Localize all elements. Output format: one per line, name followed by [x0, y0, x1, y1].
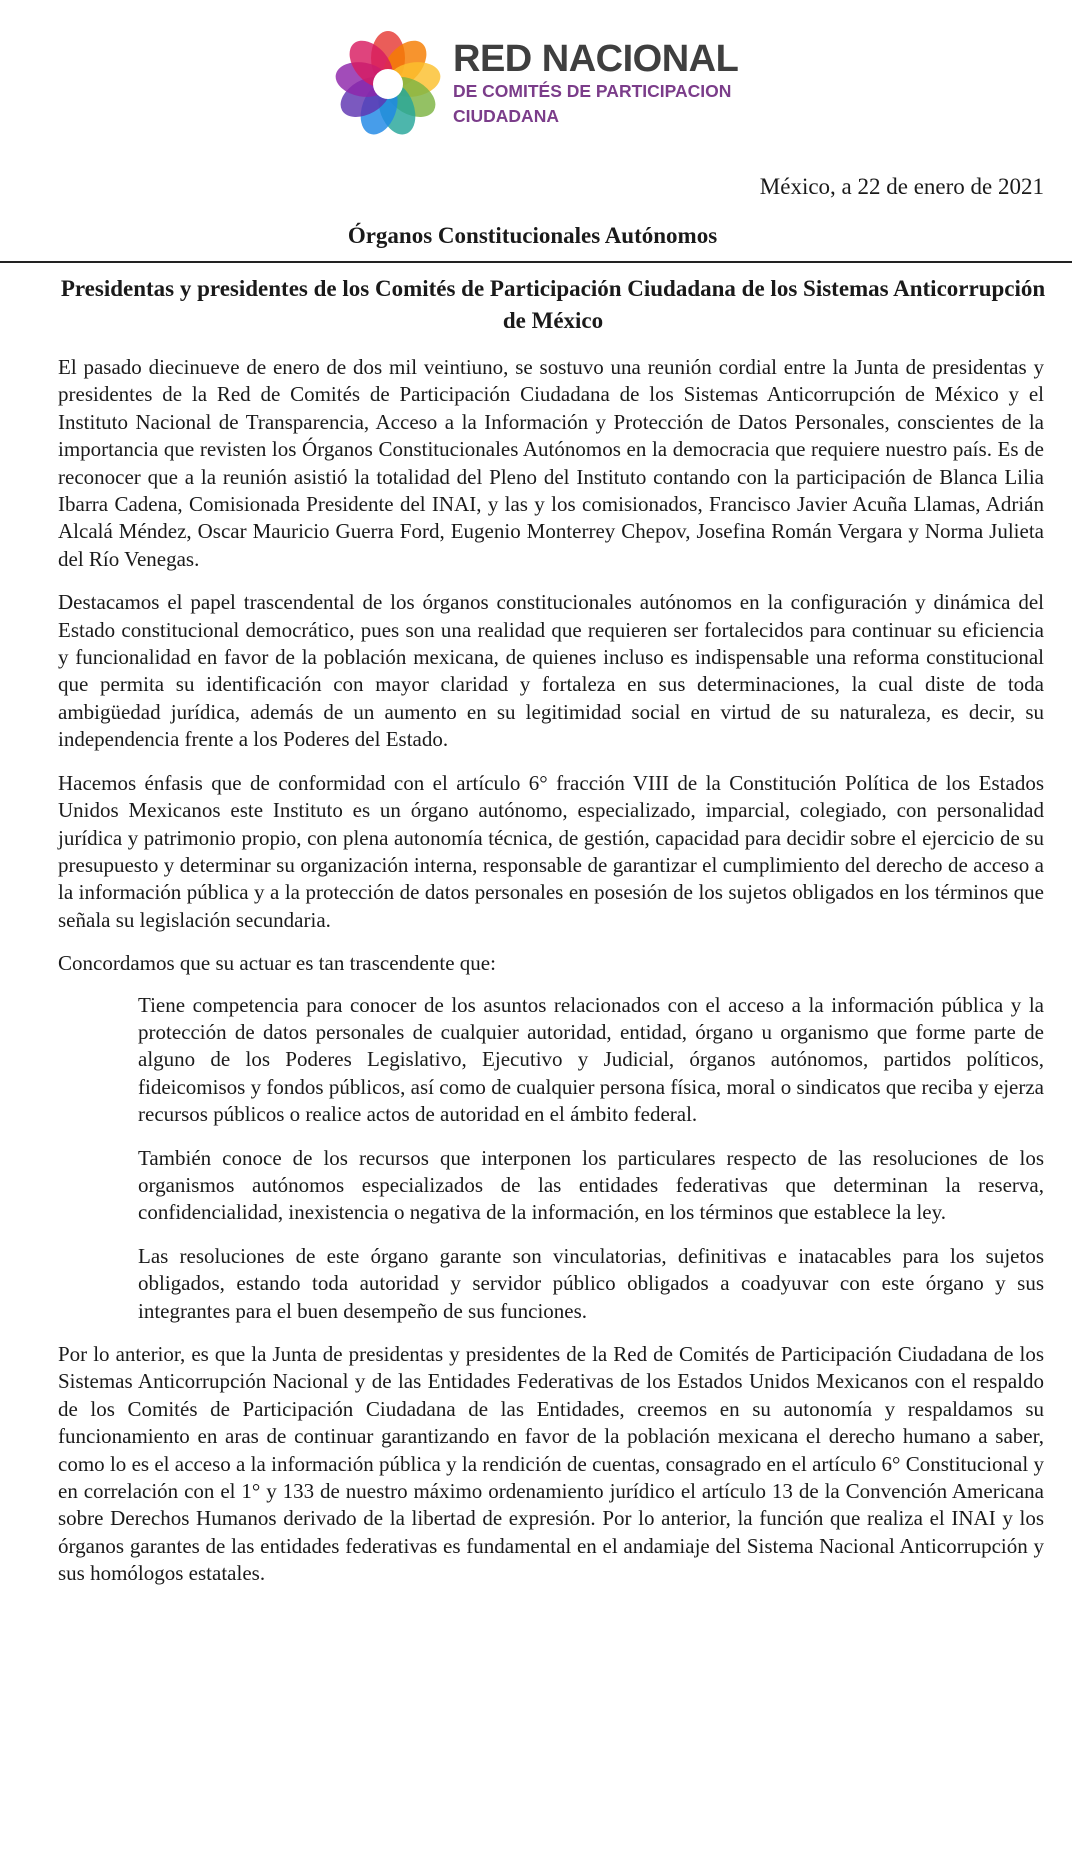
- paragraph-article-6: Hacemos énfasis que de conformidad con el artículo 6° fracción VIII de la Constitución Política de los Estados Unidos Mexicanos este Instituto es un órgano autónomo, especializado, imparcial, colegiado, con personalidad jurídica y patrimonio propio, con plena autonomía técnica, de gestión, capacidad para decidir sobre el ejercicio de su presupuesto y determinar su organización interna, responsable de garantizar el cumplimiento del derecho de acceso a la información pública y a la protección de datos personales en posesión de los sujetos obligados en los términos que señala su legislación secundaria.: [58, 770, 1044, 932]
- logo-subtitle-line2: CIUDADANA: [453, 106, 559, 126]
- logo-name: RED NACIONAL: [453, 38, 739, 80]
- document-date: México, a 22 de enero de 2021: [759, 174, 1044, 199]
- paragraph-role: Destacamos el papel trascendental de los órganos constitucionales autónomos en la configuración y dinámica del Estado constitucional democrático, pues son una realidad que requieren ser fortalecidos para continuar su eficiencia y funcionalidad en favor de la población mexicana, de quienes incluso es indispensable una reforma constitucional que permita su identificación con mayor claridad y fortaleza en sus determinaciones, la cual diste de toda ambigüedad jurídica, además de un aumento en su legitimidad social en virtud de su naturaleza, es decir, su independencia frente a los Poderes del Estado.: [58, 590, 1044, 752]
- section-title: Órganos Constitucionales Autónomos: [347, 223, 718, 248]
- document-body: [58, 354, 1044, 1604]
- paragraph-intro-list: Concordamos que su actuar es tan trascendente que:: [58, 951, 496, 976]
- organization-logo: [333, 28, 738, 140]
- paragraph-meeting: El pasado diecinueve de enero de dos mil veintiuno, se sostuvo una reunión cordial entre la Junta de presidentas y presidentes de la Red de Comités de Participación Ciudadana de los Sistemas Anticorrupción de México y el Instituto Nacional de Transparencia, Acceso a la Información y Protección de Datos Personales, conscientes de la importancia que revisten los Órganos Constitucionales Autónomos en la democracia que requiere nuestro país. Es de reconocer que a la reunión asistió la totalidad del Pleno del Instituto contando con la participación de Blanca Lilia Ibarra Cadena, Comisionada Presidente del INAI, y las y los comisionados, Francisco Javier Acuña Llamas, Adrián Alcalá Méndez, Oscar Mauricio Guerra Ford, Eugenio Monterrey Chepov, Josefina Román Vergara y Norma Julieta del Río Venegas.: [58, 355, 1044, 571]
- quote-resolutions: Las resoluciones de este órgano garante son vinculatorias, definitivas e inatacables para los sujetos obligados, estando toda autoridad y servidor público obligados a coadyuvar con este órgano y sus integrantes para el buen desempeño de sus funciones.: [138, 1243, 1044, 1323]
- document-heading: Presidentas y presidentes de los Comités de Participación Ciudadana de los Sistemas Anticorrupción de México: [60, 276, 1046, 333]
- quote-competence: Tiene competencia para conocer de los asuntos relacionados con el acceso a la información pública y la protección de datos personales de cualquier autoridad, entidad, órgano u organismo que forme parte de alguno de los Poderes Legislativo, Ejecutivo y Judicial, órganos autónomos, partidos políticos, fideicomisos y fondos públicos, así como de cualquier persona física, moral o sindicatos que reciba y ejerza recursos públicos o realice actos de autoridad en el ámbito federal.: [138, 992, 1044, 1127]
- quote-appeals: También conoce de los recursos que interponen los particulares respecto de las resoluciones de los organismos autónomos especializados de las entidades federativas que determinan la reserva, confidencialidad, inexistencia o negativa de la información, en los términos que establece la ley.: [138, 1145, 1044, 1225]
- paragraph-conclusion: Por lo anterior, es que la Junta de presidentas y presidentes de la Red de Comités de Participación Ciudadana de los Sistemas Anticorrupción Nacional y de las Entidades Federativas de los Estados Unidos Mexicanos con el respaldo de los Comités de Participación Ciudadana de las Entidades, creemos en su autonomía y respaldamos su funcionamiento en aras de continuar garantizando en favor de la población mexicana el derecho humano a saber, como lo es el acceso a la información pública y la rendición de cuentas, consagrado en el artículo 6° Constitucional y en correlación con el 1° y 133 de nuestro máximo ordenamiento jurídico el artículo 13 de la Convención Americana sobre Derechos Humanos derivado de la libertad de expresión. Por lo anterior, la función que realiza el INAI y los órganos garantes de las entidades federativas es fundamental en el andamiaje del Sistema Nacional Anticorrupción y sus homólogos estatales.: [58, 1342, 1044, 1586]
- rainbow-flower-icon: [333, 29, 443, 139]
- title-divider: [0, 261, 1072, 263]
- logo-text: [453, 39, 738, 129]
- logo-subtitle-line1: DE COMITÉS DE PARTICIPACION: [453, 81, 732, 101]
